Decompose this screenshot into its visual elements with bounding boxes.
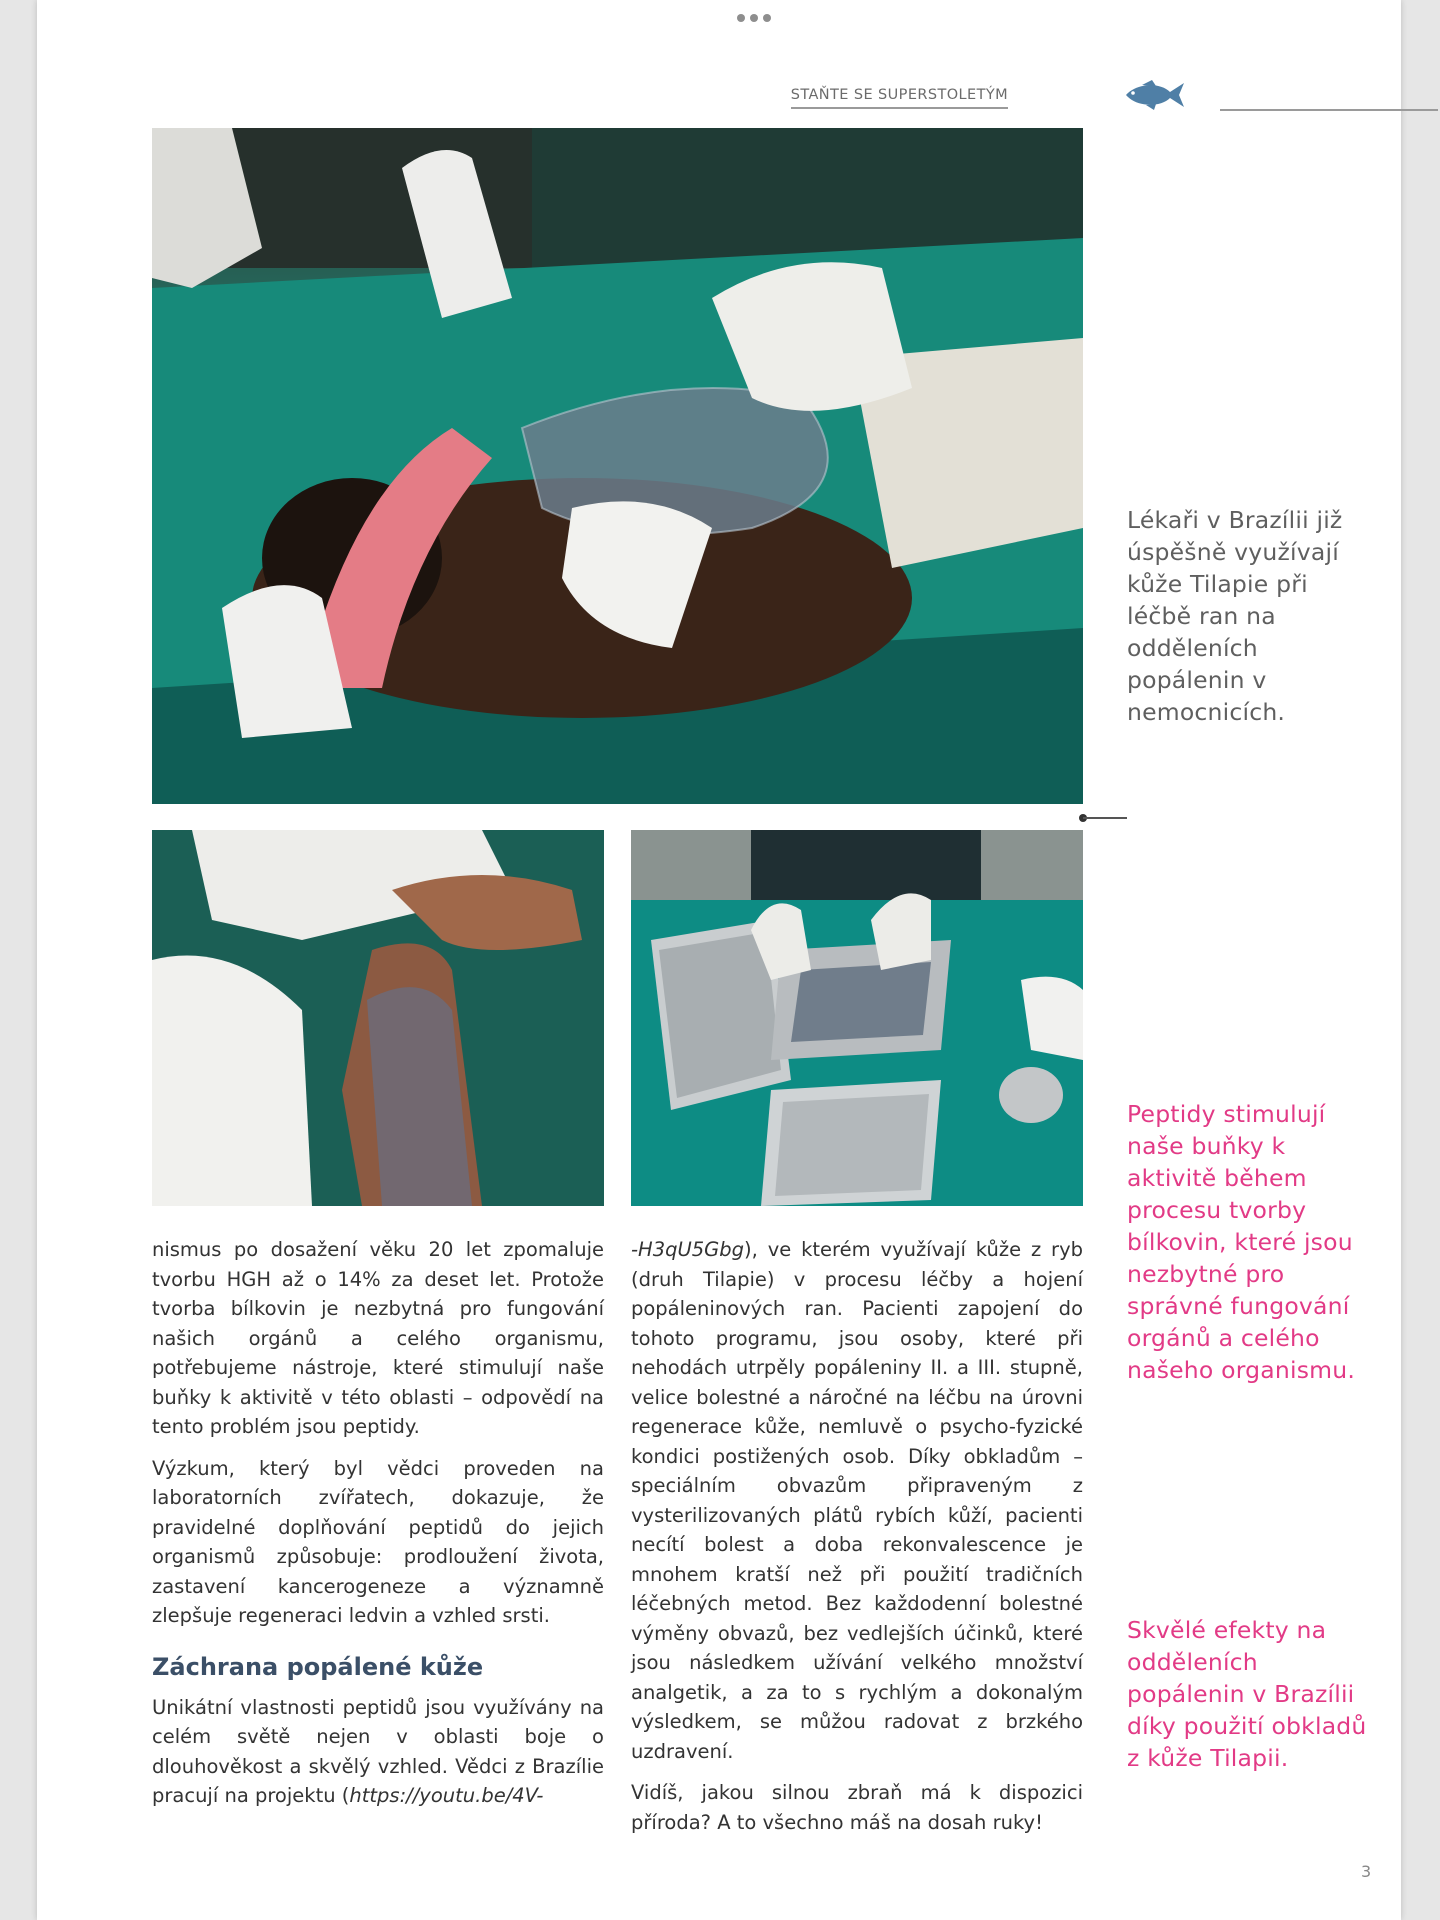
photo-skin-preparation [631, 830, 1083, 1206]
article-column-2 [631, 1235, 1083, 1849]
more-dots-icon[interactable] [737, 14, 771, 22]
article-paragraph [631, 1235, 1083, 1766]
article-paragraph [152, 1693, 604, 1811]
youtube-link-part-2[interactable]: -H3qU5Gbg [631, 1238, 745, 1261]
youtube-link-part-1[interactable]: https://youtu.be/4V- [349, 1784, 544, 1807]
article-paragraph: nismus po dosažení věku 20 let zpomaluje tvorbu HGH až o 14% za deset let. Protože tvorba bílkovin je nezbytná pro fungování našich orgánů a celého organismu, potřebujeme nástroje, které stimulují naše buňky k aktivitě v této oblasti – odpovědí na tento problém jsou peptidy. [152, 1238, 604, 1438]
article-text: Unikátní vlastnosti peptidů jsou využívány na celém světě nejen v oblasti boje o dlouhověkost a skvělý vzhled. Vědci z Brazílie pracují na projektu ( [152, 1695, 604, 1807]
article-text: ), ve kterém využívají kůže z ryb (druh Tilapie) v procesu léčby a hojení popáleninových ran. Pacienti zapojení do tohoto programu, jsou osoby, které při nehodách utrpěly popáleniny II. a III. stupně, velice bolestné a náročné na léčbu na úrovni regenerace kůže, nemluvě o psycho-fyzické kondici postižených osob. Díky obkladům – speciálním obvazům připraveným z vysterilizovaných plátů rybích kůží, pacienti necítí bolest a doba rekonvalescence je mnohem kratší než při použití tradičních léčebných metod. Bez každodenní bolestné výměny obvazů, bez vedlejších účinků, které jsou následkem užívání velkého množství analgetik, a za to s rychlým a dokonalým výsledkem, se můžou radovat z brzkého uzdravení. [631, 1238, 1083, 1763]
header-rule [1220, 109, 1438, 111]
photo-arm-fish-skin [152, 830, 604, 1206]
pullquote-peptides: Peptidy stimulují naše buňky k aktivitě během procesu tvorby bílkovin, které jsou nezbytné pro správné fungování orgánů a celého našeho organismu. [1127, 1100, 1356, 1384]
photo-arm-fish-skin-illustration [152, 830, 604, 1206]
article-paragraph: Vidíš, jakou silnou zbraň má k dispozici příroda? A to všechno máš na dosah ruky! [631, 1781, 1083, 1834]
photo-skin-preparation-illustration [631, 830, 1083, 1206]
page-number: 3 [1361, 1862, 1372, 1881]
section-heading: Záchrana popálené kůže [152, 1652, 484, 1681]
magazine-page [37, 0, 1401, 1920]
running-header: STAŇTE SE SUPERSTOLETÝM [791, 87, 1008, 109]
article-paragraph: Výzkum, který byl vědci proveden na laboratorních zvířatech, dokazuje, že pravidelné doplňování peptidů do jejich organismů způsobuje: prodloužení života, zastavení kancerogeneze a významně zlepšuje regeneraci ledvin a vzhled srsti. [152, 1456, 604, 1627]
article-column-1 [152, 1235, 604, 1823]
photo-burn-treatment [152, 128, 1083, 804]
fish-icon [1124, 80, 1186, 110]
photo-burn-treatment-illustration [152, 128, 1083, 804]
caption-pointer-line [1083, 817, 1127, 819]
pullquote-effects: Skvělé efekty na odděleních popálenin v Brazílii díky použití obkladů z kůže Tilapii. [1127, 1616, 1367, 1772]
photo-caption-doctors: Lékaři v Brazílii již úspěšně využívají kůže Tilapie při léčbě ran na odděleních popálenin v nemocnicích. [1127, 506, 1343, 726]
